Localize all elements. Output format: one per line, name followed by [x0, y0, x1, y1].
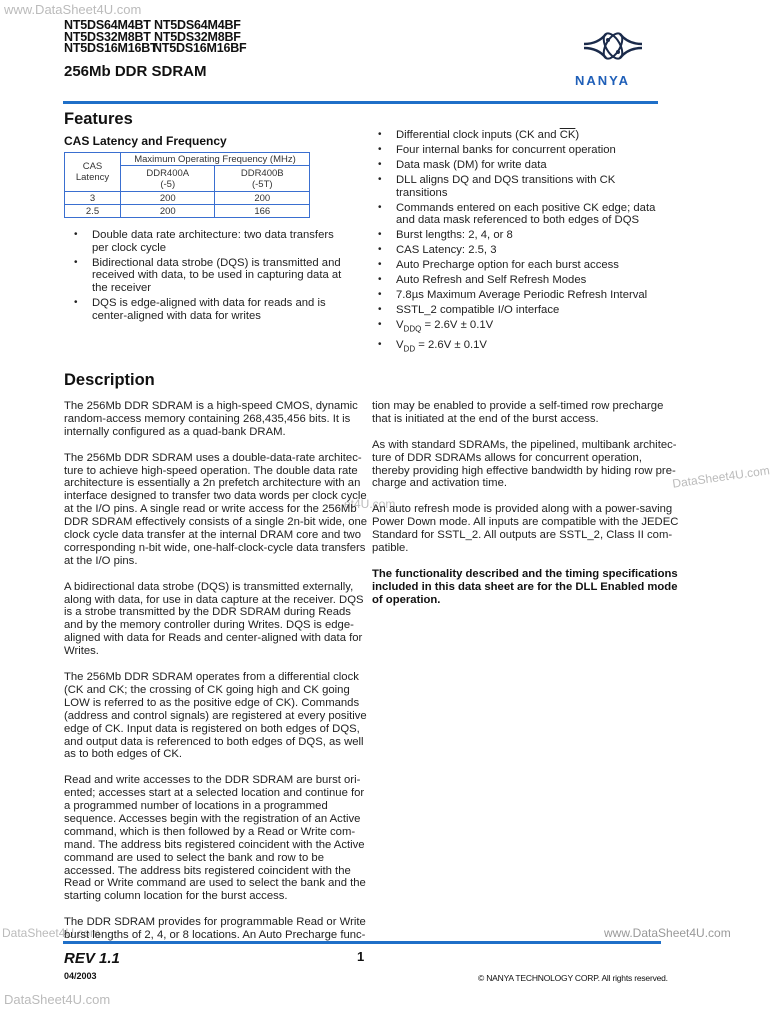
text-line: (CK and CK; the crossing of CK going high and CK going	[64, 683, 350, 696]
list-item: • Commands entered on each positive CK edge; data and data mask referenced to both edges of DQS	[378, 202, 663, 227]
cas-latency-table	[64, 152, 310, 218]
revision: REV 1.1	[64, 950, 120, 967]
text-line: ture to achieve high-speed operation. The double data rate	[64, 464, 358, 477]
list-item: • DLL aligns DQ and DQS transitions with CK transitions	[378, 174, 663, 199]
watermark: www.DataSheet4U.com	[4, 2, 142, 17]
text-line: Read and write accesses to the DDR SDRAM are burst ori-	[64, 774, 361, 787]
text-line: ented; accesses start at a selected location and continue for	[64, 787, 365, 800]
list-item: • SSTL_2 compatible I/O interface	[378, 304, 663, 317]
watermark: DataSheet4U.com	[671, 463, 771, 491]
list-item: • DQS is edge-aligned with data for reads and is center-aligned with data for writes	[74, 297, 346, 322]
text-line: clock cycle data transfer at the internal DRAM core and two	[64, 529, 361, 542]
list-item: • Differential clock inputs (CK and $\overline{CK}$)	[378, 129, 663, 142]
part-number: NT5DS16M16BF	[153, 41, 247, 55]
paragraph	[64, 400, 358, 439]
text-line: A bidirectional data strobe (DQS) is transmitted externally,	[64, 580, 354, 593]
text-line: random-access memory containing 268,435,456 bits. It is	[64, 412, 351, 425]
text-line: Power Down mode. All inputs are compatible with the JEDEC	[372, 516, 679, 529]
paragraph	[372, 438, 677, 491]
copyright: © NANYA TECHNOLOGY CORP. All rights reserved.	[478, 973, 668, 983]
list-item: • Auto Precharge option for each burst access	[378, 259, 663, 272]
paragraph	[64, 451, 368, 568]
watermark: DataSheet4U.com	[2, 926, 101, 940]
list-item: • Bidirectional data strobe (DQS) is transmitted and received with data, to be used in capturing data at the receiver	[74, 257, 346, 295]
text-line: of operation.	[372, 593, 441, 606]
paragraph	[372, 503, 679, 555]
part-number: NT5DS32M8BT	[64, 29, 151, 44]
text-line: The 256Mb DDR SDRAM uses a double-data-rate architec-	[64, 451, 362, 464]
text-line: is a strobe transmitted by the DDR SDRAM during Reads	[64, 606, 351, 619]
text-line: and output data is referenced to both edges of DQS, as well	[64, 735, 364, 748]
part-number: NT5DS64M4BT	[64, 18, 151, 32]
list-item: • Auto Refresh and Self Refresh Modes	[378, 274, 663, 287]
text-line: thereby providing high effective bandwidth by hiding row pre-	[372, 464, 676, 477]
paragraph	[64, 670, 367, 761]
text-line: The functionality described and the timing specifications	[372, 567, 678, 580]
text-line: command, which is then followed by a Read or Write com-	[64, 825, 356, 838]
list-item: • Burst lengths: 2, 4, or 8	[378, 229, 663, 242]
text-line: LOW is referred to as the positive edge of CK). Commands	[64, 696, 360, 709]
watermark: www.DataSheet4U.com	[604, 926, 731, 940]
watermark: DataSheet4U.com	[4, 992, 111, 1007]
list-item: • CAS Latency: 2.5, 3	[378, 244, 663, 257]
list-item: • Double data rate architecture: two data transfers per clock cycle	[74, 229, 346, 254]
text-line: DDR SDRAM effectively consists of a single 2n-bit wide, one	[64, 516, 368, 529]
text-line: at the I/O pins.	[64, 554, 138, 567]
divider	[63, 101, 658, 104]
text-line: Writes.	[64, 645, 99, 658]
list-item: • Data mask (DM) for write data	[378, 159, 663, 172]
text-line: (address and control signals) are registered at every positive	[64, 709, 367, 722]
part-number: NT5DS32M8BF	[154, 29, 241, 44]
text-line: charge and activation time.	[372, 477, 508, 490]
part-number-list	[64, 20, 246, 55]
paragraph	[64, 916, 366, 942]
text-line: patible.	[372, 541, 409, 554]
text-line: ture of DDR SDRAMs allows for concurrent operation,	[372, 451, 642, 464]
feature-list-left	[74, 229, 346, 325]
text-line: tion may be enabled to provide a self-timed row precharge	[372, 400, 664, 412]
text-line: at the I/O pins. A single read or write access for the 256Mb	[64, 503, 357, 516]
date: 04/2003	[64, 971, 97, 981]
description-right-column	[372, 400, 679, 619]
text-line: edge of CK. Input data is registered on both edges of DQS,	[64, 722, 360, 735]
text-line: An auto refresh mode is provided along with a power-saving	[372, 503, 673, 516]
list-item: • $V_{DD} = 2.6V \pm 0.1V$	[378, 339, 663, 356]
header-cell: DDR400B (-5T)	[215, 166, 310, 192]
header-cell: CAS Latency	[65, 153, 121, 192]
text-line: sequence. Accesses begin with the registration of an Active	[64, 812, 361, 825]
text-line: Read or Write command are used to select the bank and the	[64, 877, 366, 890]
text-line: aligned with data for Reads and center-aligned with data for	[64, 632, 363, 645]
paragraph	[64, 580, 364, 658]
features-heading: Features	[64, 110, 133, 128]
header-cell: Maximum Operating Frequency (MHz)	[121, 153, 310, 166]
text-line: included in this data sheet are for the DLL Enabled mode	[372, 580, 678, 593]
list-item: • $V_{DDQ} = 2.6V \pm 0.1V$	[378, 319, 663, 336]
text-line: as to both edges of CK.	[64, 748, 183, 761]
page-number: 1	[357, 949, 365, 964]
logo-wordmark: NANYA	[575, 73, 631, 88]
footer-divider	[63, 941, 661, 944]
text-line: mand. The address bits registered coincident with the Active	[64, 838, 365, 851]
text-line: interface designed to transfer two data words per clock cycle	[64, 490, 367, 503]
list-item: • 7.8µs Maximum Average Periodic Refresh Interval	[378, 289, 663, 302]
part-number: NT5DS64M4BF	[154, 18, 241, 32]
description-left-column	[64, 400, 368, 955]
table-row: 3 200 200	[65, 192, 310, 205]
table-row: 2.5 200 166	[65, 205, 310, 218]
text-line: accessed. The address bits registered coincident with the	[64, 864, 351, 877]
part-number: NT5DS16M16BT	[64, 41, 158, 55]
paragraph	[372, 400, 662, 426]
description-heading: Description	[64, 371, 155, 389]
text-line: internally configured as a quad-bank DRAM.	[64, 425, 286, 438]
text-line: Standard for SSTL_2. All outputs are SSTL_2, Class II com-	[372, 529, 673, 542]
watermark: et4U.com	[344, 497, 396, 511]
table-heading: CAS Latency and Frequency	[64, 134, 227, 148]
text-line: burst lengths of 2, 4, or 8 locations. An Auto Precharge func-	[64, 929, 366, 942]
header-cell: DDR400A (-5)	[121, 166, 215, 192]
spacer	[63, 361, 658, 363]
text-line: and by the memory controller during Writes. DQS is edge-	[64, 619, 354, 632]
note-paragraph	[372, 567, 678, 607]
logo-emblem-icon	[578, 26, 648, 66]
text-line: The 256Mb DDR SDRAM is a high-speed CMOS, dynamic	[64, 400, 358, 412]
text-line: that is initiated at the end of the burst access.	[372, 412, 599, 425]
text-line: along with data, for use in data capture at the receiver. DQS	[64, 593, 364, 606]
nanya-logo	[575, 26, 648, 88]
text-line: starting column location for the burst access.	[64, 890, 288, 903]
text-line: As with standard SDRAMs, the pipelined, multibank architec-	[372, 438, 677, 451]
list-item: • Four internal banks for concurrent operation	[378, 144, 663, 157]
text-line: The 256Mb DDR SDRAM operates from a differential clock	[64, 670, 359, 683]
text-line: command are used to select the bank and row to be	[64, 851, 324, 864]
text-line: a programmed number of locations in a programmed	[64, 800, 328, 813]
text-line: architecture is essentially a 2n prefetch architecture with an	[64, 477, 361, 490]
text-line: The DDR SDRAM provides for programmable Read or Write	[64, 916, 366, 929]
text-line: corresponding n-bit wide, one-half-clock-cycle data transfers	[64, 541, 366, 554]
paragraph	[64, 774, 366, 903]
feature-list-right	[378, 129, 663, 358]
document-title: 256Mb DDR SDRAM	[64, 63, 207, 80]
